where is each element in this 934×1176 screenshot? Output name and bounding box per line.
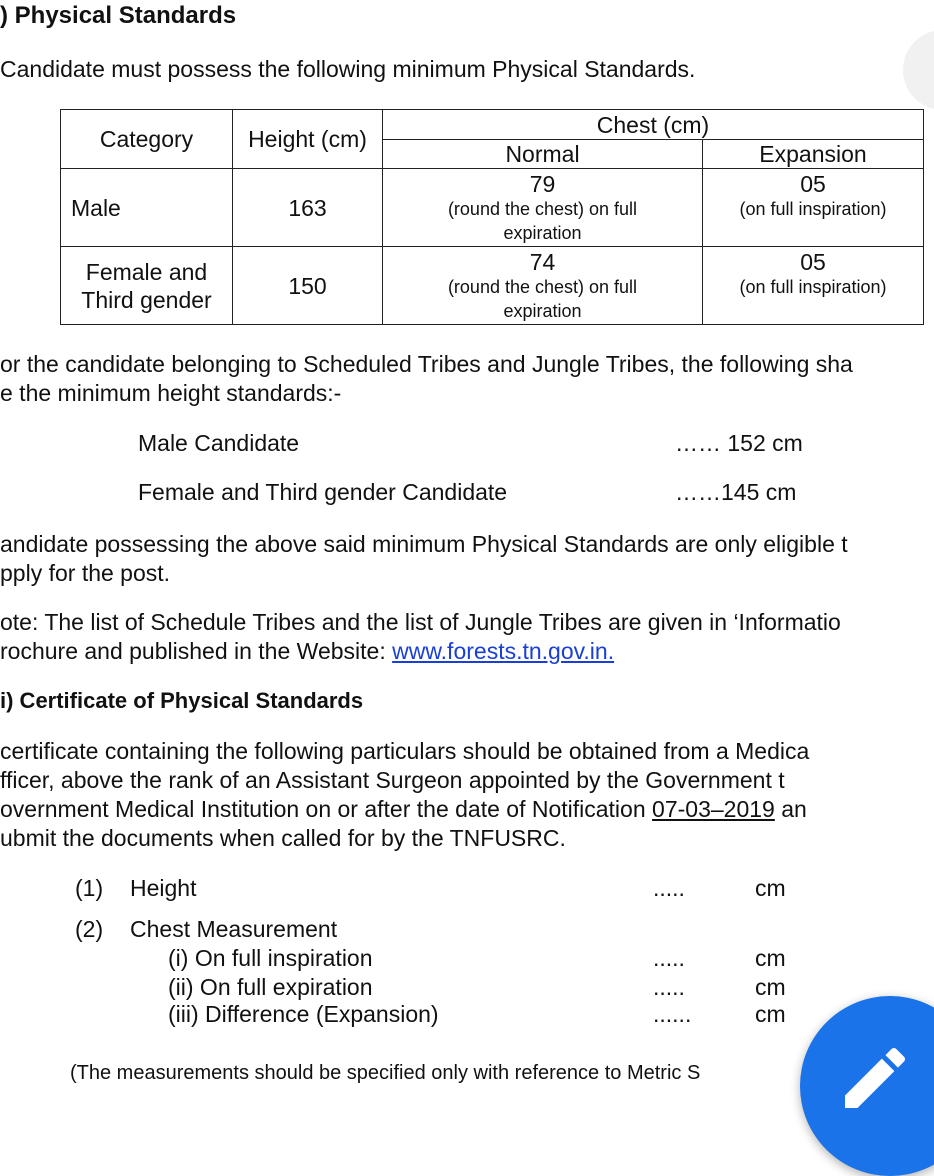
intro-text: Candidate must possess the following minimum Physical Standards. — [0, 56, 696, 82]
note-line2-text: rochure and published in the Website: — [0, 638, 393, 664]
header-expansion: Expansion — [703, 140, 924, 169]
pencil-edit-icon — [835, 1038, 915, 1118]
normal-value: 74 — [529, 248, 556, 275]
row-expansion — [703, 169, 924, 247]
certificate-line3 — [0, 796, 807, 823]
chest-item-label: (i) On full inspiration — [168, 945, 373, 971]
certificate-line4: ubmit the documents when called for by the TNFUSRC. — [0, 825, 566, 851]
row-normal — [383, 247, 703, 325]
header-category: Category — [61, 110, 233, 169]
expansion-note: (on full inspiration) — [739, 199, 887, 219]
chest-item-dots: ...... — [653, 1001, 692, 1027]
table-row — [61, 169, 924, 247]
chest-item-unit: cm — [755, 1001, 786, 1027]
measurement-unit: cm — [755, 875, 786, 901]
measurement-label-height: Height — [130, 875, 197, 901]
row-height: 150 — [233, 247, 383, 325]
expansion-value: 05 — [800, 249, 826, 275]
certificate-line2: fficer, above the rank of an Assistant Surgeon appointed by the Government t — [0, 767, 785, 793]
table-row — [61, 247, 924, 325]
chest-item-unit: cm — [755, 945, 786, 971]
chest-item-dots: ..... — [653, 974, 685, 1000]
measurement-number: (2) — [75, 916, 104, 942]
edit-fab-button[interactable] — [800, 996, 934, 1176]
st-paragraph-line2: e the minimum height standards:- — [0, 380, 342, 406]
eligibility-line2: pply for the post. — [0, 560, 171, 586]
chest-item-unit: cm — [755, 974, 786, 1000]
st-paragraph-line1: or the candidate belonging to Scheduled Tribes and Jungle Tribes, the following sha — [0, 351, 853, 377]
chest-item-label: (ii) On full expiration — [168, 974, 373, 1000]
row-normal — [383, 169, 703, 247]
row-category: Female and Third gender — [61, 247, 233, 325]
row-category: Male — [61, 169, 233, 247]
eligibility-line1: andidate possessing the above said minimum Physical Standards are only eligible t — [0, 531, 848, 557]
header-chest: Chest (cm) — [383, 110, 924, 140]
header-height: Height (cm) — [233, 110, 383, 169]
min-height-label-male: Male Candidate — [138, 430, 300, 456]
note-line2 — [0, 638, 614, 665]
min-height-value-female: ……145 cm — [675, 479, 797, 505]
certificate-line1: certificate containing the following particulars should be obtained from a Medica — [0, 738, 810, 764]
header-normal: Normal — [383, 140, 703, 169]
row-height: 163 — [233, 169, 383, 247]
chest-item-dots: ..... — [653, 945, 685, 971]
footer-note: (The measurements should be specified only with reference to Metric S — [70, 1062, 701, 1084]
normal-note: (round the chest) on full expiration — [447, 276, 638, 321]
normal-value: 79 — [529, 170, 556, 197]
physical-standards-table — [60, 109, 924, 325]
notification-date: 07-03–2019 — [652, 796, 775, 822]
chest-item-label: (iii) Difference (Expansion) — [168, 1001, 439, 1027]
min-height-value-male: …… 152 cm — [675, 430, 803, 456]
section-heading-physical-standards: ) Physical Standards — [0, 2, 237, 29]
background-circle-decoration — [903, 30, 934, 110]
certificate-line3-text: overnment Medical Institution on or after the date of Notification — [0, 796, 653, 822]
measurement-label-chest: Chest Measurement — [130, 916, 338, 942]
section-heading-certificate: i) Certificate of Physical Standards — [0, 688, 364, 713]
min-height-label-female: Female and Third gender Candidate — [138, 479, 508, 505]
normal-note: (round the chest) on full expiration — [447, 198, 638, 243]
certificate-line3-suffix: an — [774, 796, 807, 822]
measurement-number: (1) — [75, 875, 104, 901]
expansion-note: (on full inspiration) — [739, 277, 887, 297]
measurement-dots: ..... — [653, 875, 685, 901]
expansion-value: 05 — [800, 171, 826, 197]
row-expansion — [703, 247, 924, 325]
note-line1: ote: The list of Schedule Tribes and the list of Jungle Tribes are given in ‘Informatio — [0, 609, 841, 635]
website-link[interactable]: www.forests.tn.gov.in. — [392, 638, 615, 664]
